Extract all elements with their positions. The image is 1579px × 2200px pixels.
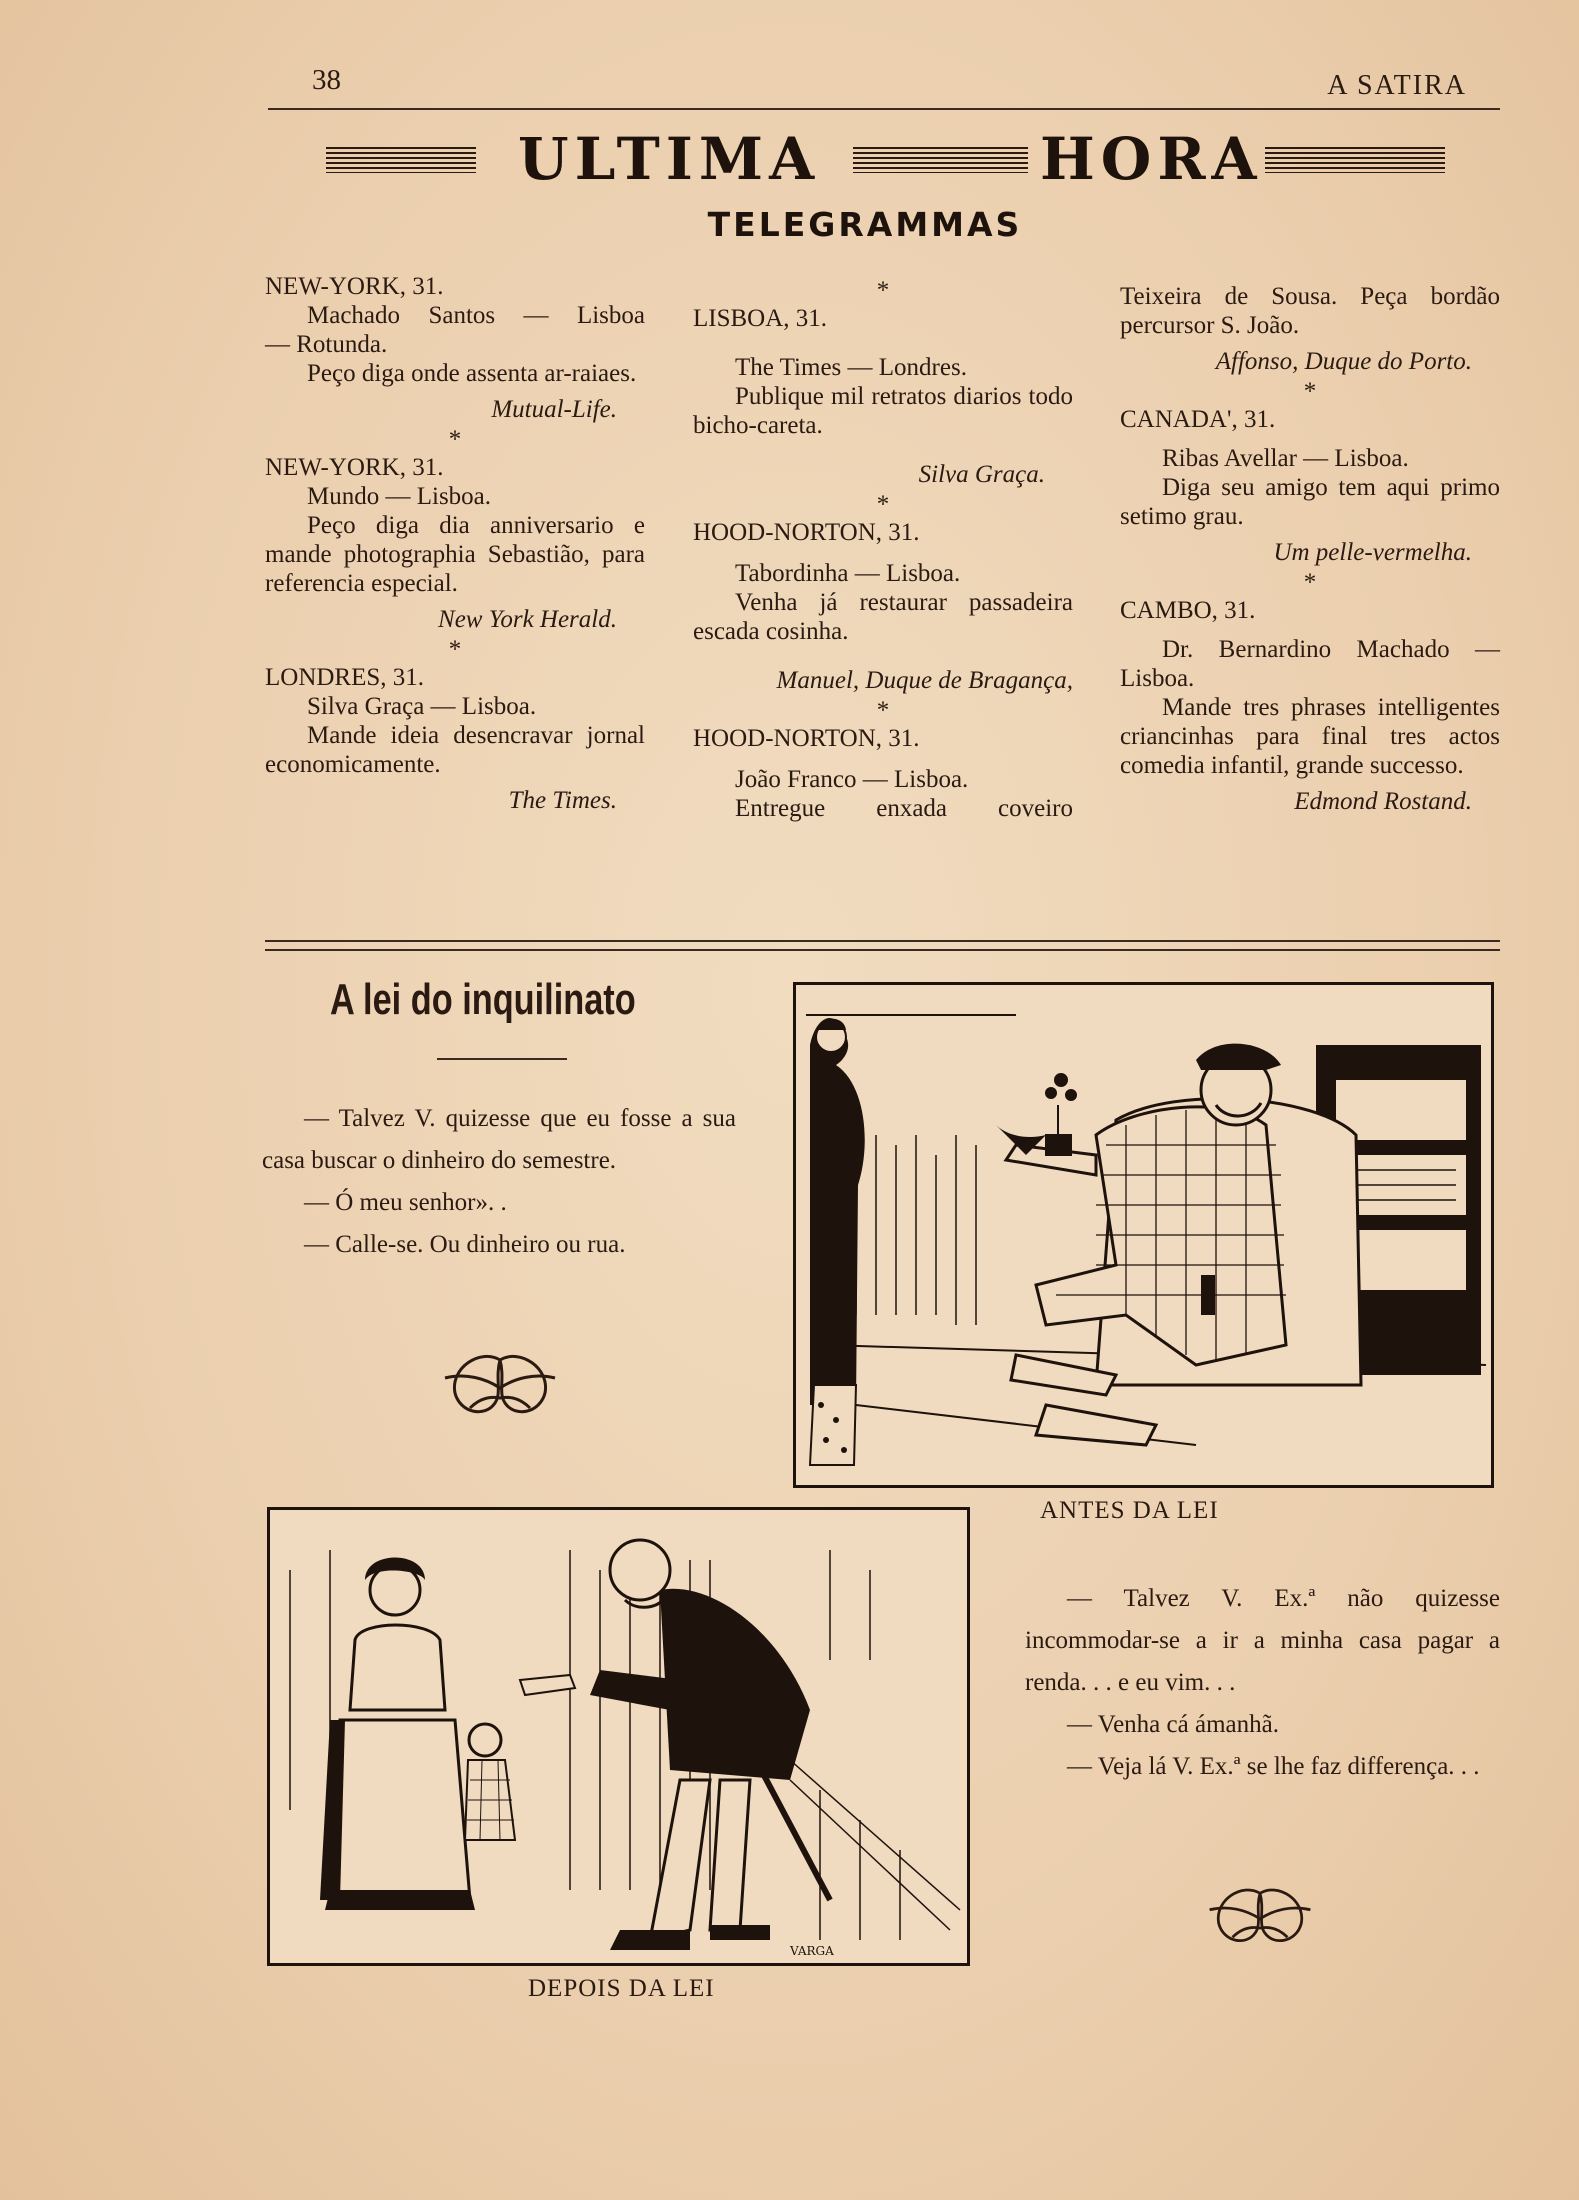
telegram-body: Mande ideia desencravar jornal economicamente. xyxy=(265,722,645,778)
telegram-recipient: João Franco — Lisboa. xyxy=(735,766,969,793)
telegram-city: NEW-YORK, 31. xyxy=(265,454,444,481)
artist-signature: VARGA xyxy=(790,1944,834,1958)
telegram-recipient-cont: — Rotunda. xyxy=(265,331,388,358)
telegram-city: CAMBO, 31. xyxy=(1120,597,1256,624)
dialog-line: — Venha cá ámanhã. xyxy=(1067,1711,1279,1738)
header-rule xyxy=(268,108,1500,110)
asterisk-separator: * xyxy=(448,426,462,453)
dialog-after xyxy=(1025,1578,1500,1788)
telegram-city: LONDRES, 31. xyxy=(265,664,425,691)
telegram-body: Peço diga onde assenta ar-raiaes. xyxy=(307,360,637,387)
asterisk-separator: * xyxy=(876,277,890,304)
telegram-signature: Affonso, Duque do Porto. xyxy=(1215,348,1472,375)
title-underline xyxy=(437,1058,567,1060)
caption-after-law: DEPOIS DA LEI xyxy=(528,1975,715,2002)
telegram-column-1 xyxy=(265,272,645,820)
telegram-body: Diga seu amigo tem aqui primo setimo grau. xyxy=(1120,474,1500,530)
publication-name: A SATIRA xyxy=(1327,70,1467,101)
telegram-signature: New York Herald. xyxy=(438,606,617,633)
headline-word-ultima: ULTIMA xyxy=(518,125,821,193)
telegram-signature: Mutual-Life. xyxy=(491,396,617,423)
dialog-line: — Ó meu senhor». . xyxy=(304,1189,507,1216)
headline-word-hora: HORA xyxy=(1040,125,1263,193)
telegram-signature: The Times. xyxy=(508,787,617,814)
section-divider xyxy=(265,940,1500,951)
page-number: 38 xyxy=(312,64,341,96)
asterisk-separator: * xyxy=(1303,378,1317,405)
telegram-city: NEW-YORK, 31. xyxy=(265,273,444,300)
section-title: A lei do inquilinato xyxy=(330,975,636,1024)
telegram-recipient: Machado Santos — Lisboa xyxy=(307,302,645,329)
asterisk-separator: * xyxy=(876,491,890,518)
telegram-body: Publique mil retratos diarios todo bicho-careta. xyxy=(693,383,1073,439)
dialog-line: — Calle-se. Ou dinheiro ou rua. xyxy=(304,1231,626,1258)
dialog-line: — Talvez V. quizesse que eu fosse a sua casa buscar o dinheiro do semestre. xyxy=(262,1105,736,1174)
asterisk-separator: * xyxy=(876,697,890,724)
telegram-body: Entregue enxada coveiro xyxy=(735,795,1073,822)
telegram-body: Mande tres phrases intelligentes criancinhas para final tres actos comedia infantil, grande successo. xyxy=(1120,694,1500,779)
section-subtitle: TELEGRAMMAS xyxy=(707,205,1023,244)
decorative-lines-right xyxy=(1265,147,1445,173)
dialog-before xyxy=(262,1098,736,1266)
telegram-signature: Manuel, Duque de Bragança, xyxy=(776,667,1073,694)
telegram-city: HOOD-NORTON, 31. xyxy=(693,519,920,546)
cartoon-tenant-and-landlord xyxy=(270,1510,967,1963)
floral-ornament-icon xyxy=(440,1348,560,1426)
asterisk-separator: * xyxy=(1303,569,1317,596)
telegram-city: HOOD-NORTON, 31. xyxy=(693,725,920,752)
telegram-city: CANADA', 31. xyxy=(1120,406,1276,433)
floral-ornament-icon xyxy=(1205,1882,1315,1954)
telegram-recipient: The Times — Londres. xyxy=(735,354,967,381)
illustration-after-law xyxy=(267,1507,970,1966)
telegram-signature: Edmond Rostand. xyxy=(1294,788,1472,815)
telegram-body-continued: Teixeira de Sousa. Peça bordão percursor S. João. xyxy=(1120,283,1500,339)
telegram-signature: Silva Graça. xyxy=(918,461,1045,488)
decorative-lines-left xyxy=(326,147,476,173)
telegram-recipient: Dr. Bernardino Machado — Lisboa. xyxy=(1120,636,1500,692)
telegram-recipient: Tabordinha — Lisboa. xyxy=(735,560,961,587)
telegram-body: Peço diga dia anniversario e mande photographia Sebastião, para referencia especial. xyxy=(265,512,645,597)
telegram-column-3 xyxy=(1120,282,1500,821)
headline-banner xyxy=(300,125,1450,195)
cartoon-landlord-seated xyxy=(796,985,1491,1485)
telegram-recipient: Mundo — Lisboa. xyxy=(307,483,492,510)
asterisk-separator: * xyxy=(448,636,462,663)
caption-before-law: ANTES DA LEI xyxy=(1040,1497,1219,1524)
dialog-line: — Talvez V. Ex.ª não quizesse incommodar-se a ir a minha casa pagar a renda. . . e eu vim. . . xyxy=(1025,1585,1500,1696)
illustration-before-law xyxy=(793,982,1494,1488)
telegram-column-2 xyxy=(693,278,1073,823)
decorative-lines-middle xyxy=(853,147,1028,173)
telegram-recipient: Ribas Avellar — Lisboa. xyxy=(1162,445,1409,472)
dialog-line: — Veja lá V. Ex.ª se lhe faz differença. . . xyxy=(1067,1753,1480,1780)
telegram-signature: Um pelle-vermelha. xyxy=(1273,539,1472,566)
telegram-recipient: Silva Graça — Lisboa. xyxy=(307,693,537,720)
telegram-body: Venha já restaurar passadeira escada cosinha. xyxy=(693,589,1073,645)
telegram-city: LISBOA, 31. xyxy=(693,305,828,332)
